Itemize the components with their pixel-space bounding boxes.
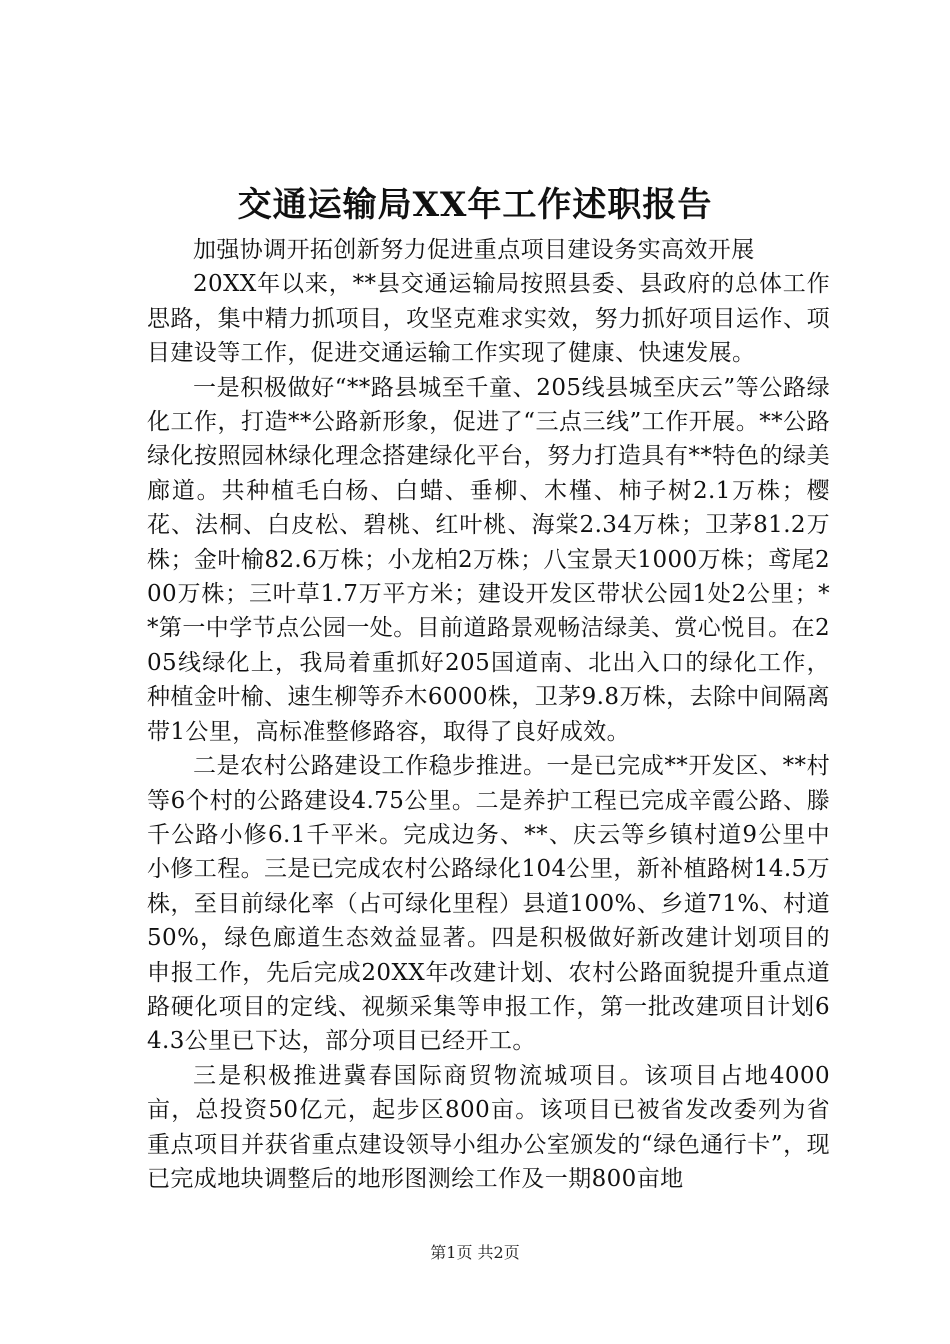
paragraph-logistics-city: 三是积极推进冀春国际商贸物流城项目。该项目占地4000亩，总投资50亿元，起步区800亩。该项目已被省发改委列为省重点项目并获省重点建设领导小组办公室颁发的“绿色通行卡”，现已完成地块调整后的地形图测绘工作及一期800亩地 [147,1062,830,1192]
page-footer: 第1页 共2页 [430,1243,520,1262]
paragraph-rural-roads: 二是农村公路建设工作稳步推进。一是已完成**开发区、**村等6个村的公路建设4.75公里。二是养护工程已完成辛霞公路、滕千公路小修6.1千平米。完成边务、**、庆云等乡镇村道9公里中小修工程。三是已完成农村公路绿化104公里，新补植路树14.5万株，至目前绿化率（占可绿化里程）县道100%、乡道71%、村道50%，绿色廊道生态效益显著。四是积极做好新改建计划项目的申报工作，先后完成20XX年改建计划、农村公路面貌提升重点道路硬化项目的定线、视频采集等申报工作，第一批改建项目计划64.3公里已下达，部分项目已经开工。 [147,753,830,1055]
document-body [147,233,830,1196]
paragraph-intro: 20XX年以来，**县交通运输局按照县委、县政府的总体工作思路，集中精力抓项目，攻坚克难求实效，努力抓好项目运作、项目建设等工作，促进交通运输工作实现了健康、快速发展。 [147,271,830,367]
paragraph-greening: 一是积极做好“**路县城至千童、205线县城至庆云”等公路绿化工作，打造**公路新形象，促进了“三点三线”工作开展。**公路绿化按照园林绿化理念搭建绿化平台，努力打造具有**特色的绿美廊道。共种植毛白杨、白蜡、垂柳、木槿、柿子树2.1万株；樱花、法桐、白皮松、碧桃、红叶桃、海棠2.34万株；卫茅81.2万株；金叶榆82.6万株；小龙柏2万株；八宝景天1000万株；鸢尾200万株；三叶草1.7万平方米；建设开发区带状公园1处2公里；**第一中学节点公园一处。目前道路景观畅洁绿美、赏心悦目。在205线绿化上，我局着重抓好205国道南、北出入口的绿化工作，种植金叶榆、速生柳等乔木6000株，卫茅9.8万株，去除中间隔离带1公里，高标准整修路容，取得了良好成效。 [147,374,830,745]
document-title: 交通运输局XX年工作述职报告 [237,185,713,225]
paragraph-subtitle: 加强协调开拓创新努力促进重点项目建设务实高效开展 [193,237,755,263]
